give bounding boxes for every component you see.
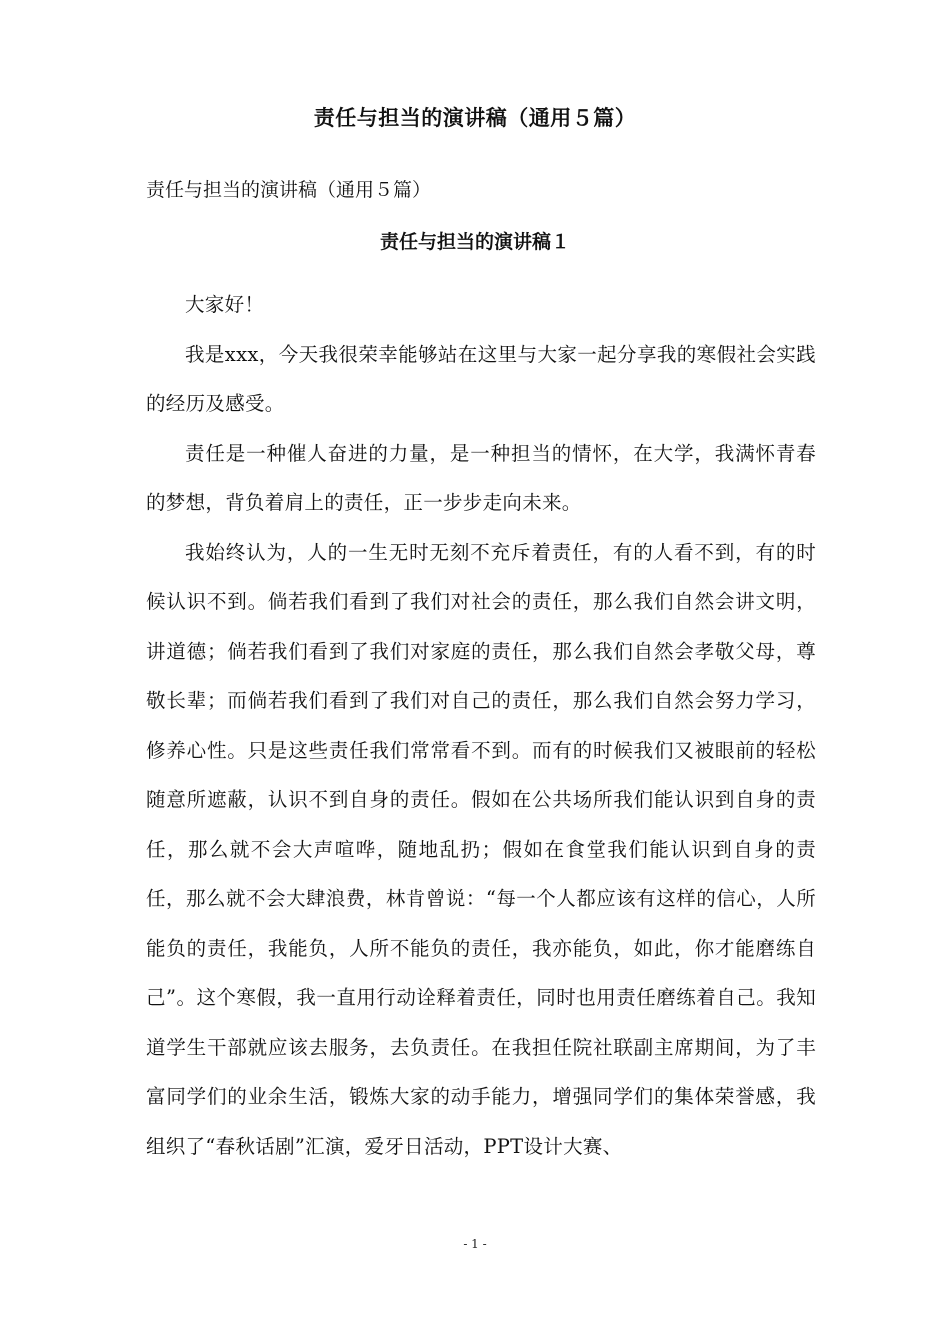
paragraph-main: 我始终认为，人的一生无时无刻不充斥着责任，有的人看不到，有的时候认识不到。倘若我们看到了我们对社会的责任，那么我们自然会讲文明，讲道德；倘若我们看到了我们对家庭的责任，那么我们自然会孝敬父母，尊敬长辈；而倘若我们看到了我们对自己的责任，那么我们自然会努力学习，修养心性。只是这些责任我们常常看不到。而有的时候我们又被眼前的轻松随意所遮蔽，认识不到自身的责任。假如在公共场所我们能认识到自身的责任，那么就不会大声喧哗，随地乱扔；假如在食堂我们能认识到自身的责任，那么就不会大肆浪费，林肯曾说：“每一个人都应该有这样的信心，人所能负的责任，我能负，人所不能负的责任，我亦能负，如此，你才能磨练自己”。这个寒假，我一直用行动诠释着责任，同时也用责任磨练着自己。我知道学生干部就应该去服务，去负责任。在我担任院社联副主席期间，为了丰富同学们的业余生活，锻炼大家的动手能力，增强同学们的集体荣誉感，我组织了“春秋话剧”汇演，爱牙日活动，PPT设计大赛、 bbox=[146, 540, 816, 1158]
section-heading: 责任与担当的演讲稿１ bbox=[379, 231, 570, 253]
body-text bbox=[146, 280, 816, 1171]
page-number: - 1 - bbox=[463, 1237, 487, 1251]
paragraph-responsibility: 责任是一种催人奋进的力量，是一种担当的情怀，在大学，我满怀青春的梦想，背负着肩上的责任，正一步步走向未来。 bbox=[146, 441, 816, 514]
document-title: 责任与担当的演讲稿（通用５篇） bbox=[313, 105, 637, 130]
paragraph-greeting: 大家好！ bbox=[185, 293, 265, 316]
paragraph-intro: 我是xxx，今天我很荣幸能够站在这里与大家一起分享我的寒假社会实践的经历及感受。 bbox=[146, 342, 816, 415]
document-subtitle: 责任与担当的演讲稿（通用５篇） bbox=[146, 179, 432, 201]
